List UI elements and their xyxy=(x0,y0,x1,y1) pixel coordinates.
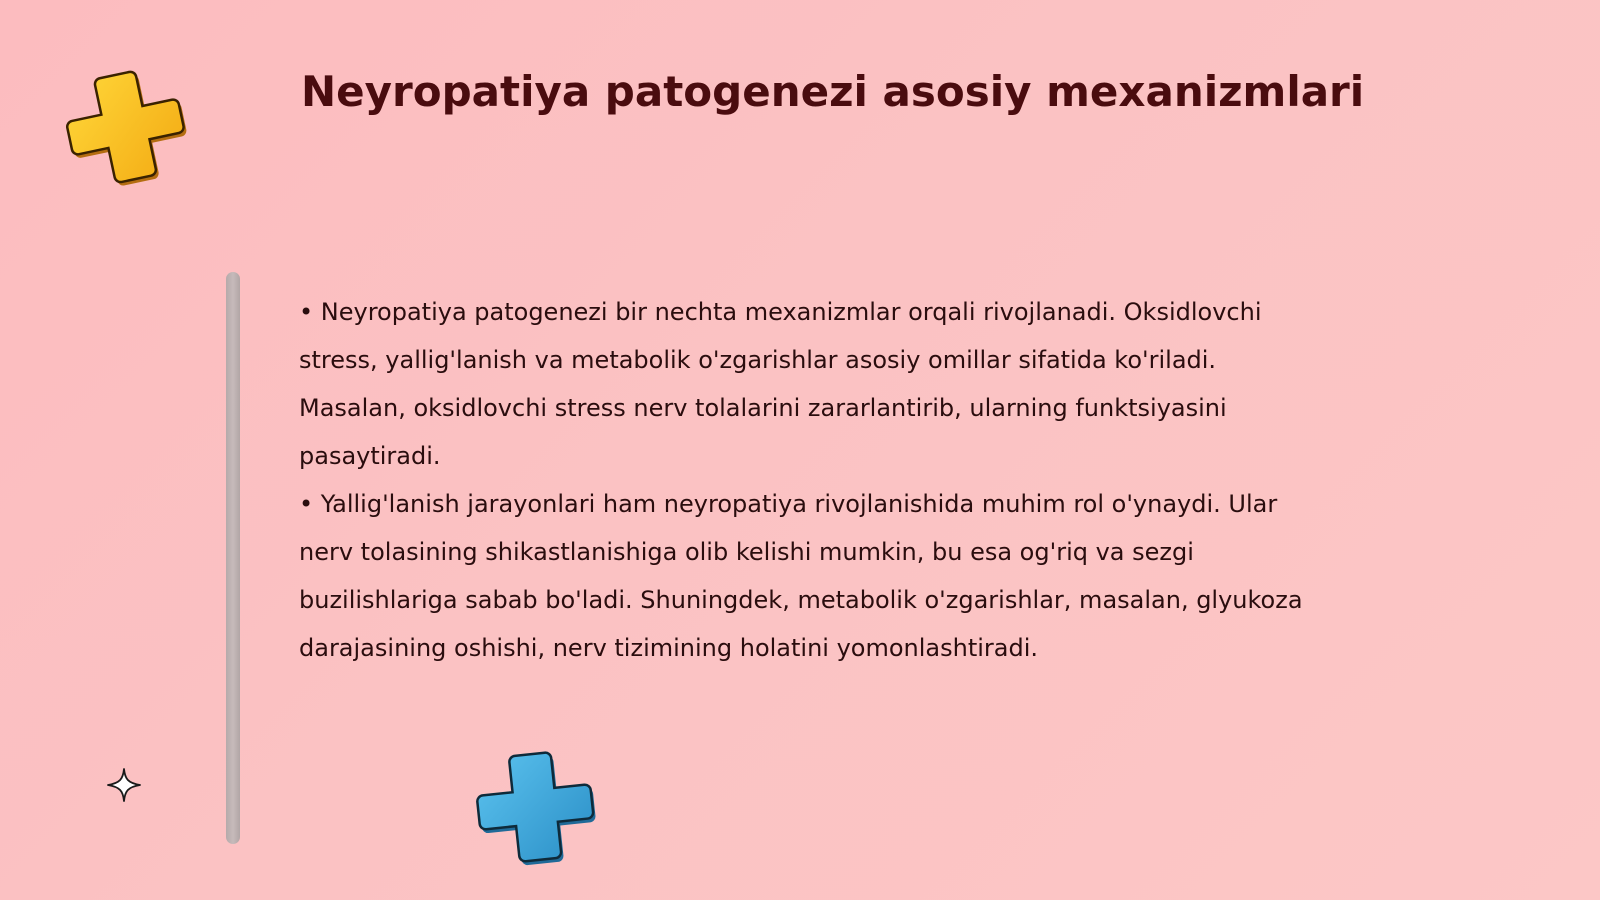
yellow-plus-icon xyxy=(60,60,190,190)
slide-title: Neyropatiya patogenezi asosiy mexanizmlari xyxy=(301,67,1365,116)
bullet-paragraph-1: • Neyropatiya patogenezi bir nechta mexanizmlar orqali rivojlanadi. Oksidlovchi stress, yallig'lanish va metabolik o'zgarishlar asosiy omillar sifatida ko'riladi. Masalan, oksidlovchi stress nerv tolalarini zararlantirib, ularning funktsiyasini pasaytiradi. xyxy=(299,298,1262,470)
blue-plus-icon xyxy=(470,740,600,870)
slide-body xyxy=(299,288,1309,672)
vertical-divider xyxy=(226,272,240,844)
sparkle-icon xyxy=(106,767,142,803)
bullet-paragraph-2: • Yallig'lanish jarayonlari ham neyropatiya rivojlanishida muhim rol o'ynaydi. Ular nerv tolasining shikastlanishiga olib kelishi mumkin, bu esa og'riq va sezgi buzilishlariga sabab bo'ladi. Shuningdek, metabolik o'zgarishlar, masalan, glyukoza darajasining oshishi, nerv tizimining holatini yomonlashtiradi. xyxy=(299,490,1303,662)
